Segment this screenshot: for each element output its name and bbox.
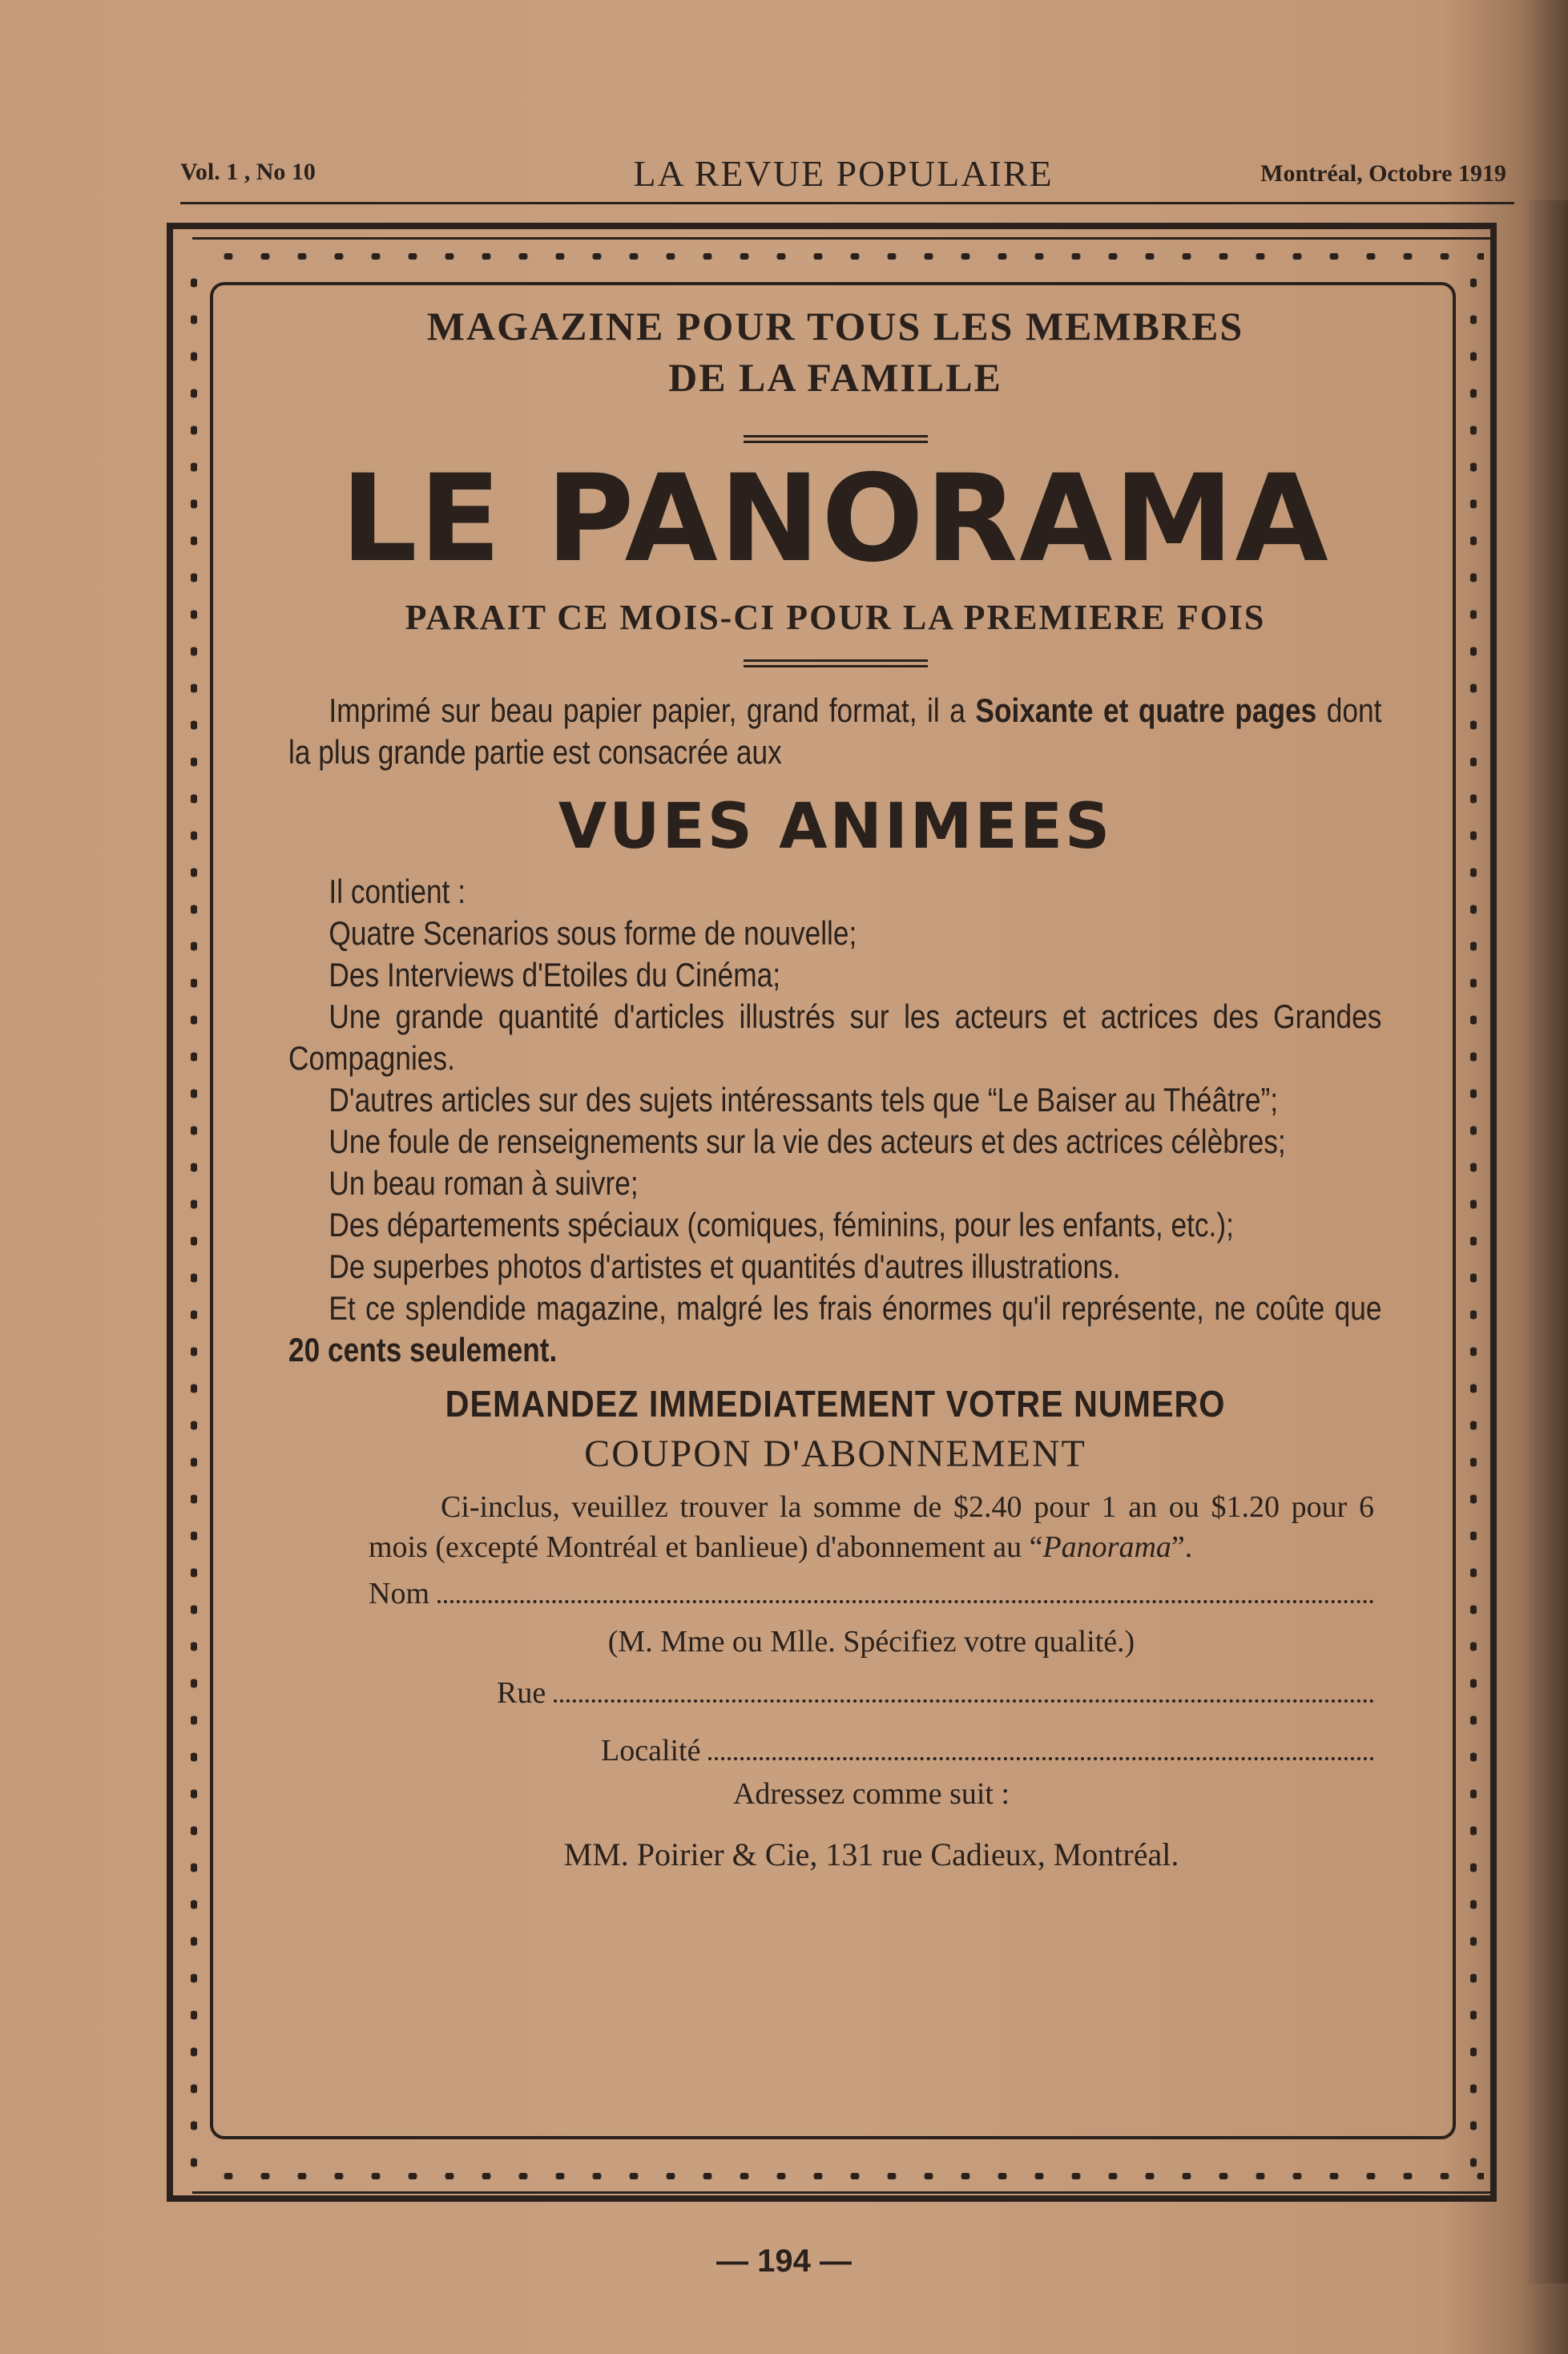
page-edge bbox=[1529, 200, 1568, 2283]
call-to-action: DEMANDEZ IMMEDIATEMENT VOTRE NUMERO bbox=[445, 1383, 1226, 1425]
subscription-coupon bbox=[288, 1487, 1382, 1875]
name-label: Nom bbox=[369, 1577, 429, 1610]
title-note: (M. Mme ou Mlle. Spécifiez votre qualité.) bbox=[607, 1625, 1135, 1659]
list-item: D'autres articles sur des sujets intéressants tels que “Le Baiser au Théâtre”; bbox=[329, 1081, 1279, 1119]
masthead: LE PANORAMA bbox=[341, 449, 1330, 589]
locality-blank[interactable] bbox=[708, 1756, 1374, 1760]
list-item: Quatre Scenarios sous forme de nouvelle; bbox=[329, 914, 857, 952]
tagline-line-2: DE LA FAMILLE bbox=[668, 355, 1002, 400]
intro-text-end: dont la plus grande partie est consacrée aux bbox=[288, 691, 1382, 771]
advertisement bbox=[288, 300, 1382, 1875]
double-rule bbox=[744, 435, 928, 443]
volume-number: Vol. 1 , No 10 bbox=[180, 159, 316, 185]
page-number: — 194 — bbox=[716, 2243, 852, 2279]
ornament-bottom bbox=[210, 2173, 1484, 2179]
ornament-right bbox=[1470, 264, 1477, 2171]
closing-text: Et ce splendide magazine, malgré les frais énormes qu'il représente, ne coûte que bbox=[329, 1289, 1382, 1327]
address-label: Adressez comme suit : bbox=[732, 1777, 1010, 1811]
coupon-text bbox=[369, 1487, 1374, 1567]
coupon-text-body: Ci-inclus, veuillez trouver la somme de $2.40 pour 1 an ou $1.20 pour 6 mois (excepté Montréal et banlieue) d'abonnement au “ bbox=[369, 1490, 1374, 1564]
closing-paragraph bbox=[288, 1288, 1381, 1371]
name-field[interactable] bbox=[369, 1574, 1374, 1614]
tagline bbox=[288, 300, 1382, 403]
journal-title: LA REVUE POPULAIRE bbox=[633, 153, 1054, 194]
ornament-bottom-rule bbox=[192, 2191, 1490, 2194]
coupon-magazine-name: Panorama bbox=[1042, 1530, 1171, 1564]
tagline-line-1: MAGAZINE POUR TOUS LES MEMBRES bbox=[426, 304, 1244, 349]
intro-text: Imprimé sur beau papier papier, grand format, il a bbox=[329, 691, 976, 729]
ornament-top-rule bbox=[192, 237, 1490, 240]
headline-vues-animees: VUES ANIMEES bbox=[558, 791, 1113, 863]
list-item: Un beau roman à suivre; bbox=[329, 1164, 639, 1202]
intro-paragraph bbox=[288, 690, 1381, 773]
header-rule bbox=[180, 202, 1514, 204]
street-field[interactable] bbox=[369, 1673, 1374, 1713]
street-blank[interactable] bbox=[554, 1699, 1374, 1703]
locality-field[interactable] bbox=[369, 1731, 1374, 1771]
coupon-text-end: ”. bbox=[1171, 1530, 1193, 1564]
list-item: Des Interviews d'Etoiles du Cinéma; bbox=[329, 956, 781, 994]
list-item: De superbes photos d'artistes et quantités d'autres illustrations. bbox=[329, 1248, 1121, 1285]
ornament-top bbox=[210, 253, 1484, 260]
locality-label: Localité bbox=[601, 1734, 701, 1768]
list-item: Une grande quantité d'articles illustrés sur les acteurs et actrices des Grandes Compagnies. bbox=[288, 998, 1382, 1077]
intro-bold: Soixante et quatre pages bbox=[975, 691, 1317, 729]
sub-head: PARAIT CE MOIS-CI POUR LA PREMIERE FOIS bbox=[405, 598, 1266, 637]
body-text bbox=[288, 690, 1381, 773]
contents-list bbox=[288, 871, 1381, 1371]
issue-date: Montréal, Octobre 1919 bbox=[1260, 160, 1506, 187]
ornament-left bbox=[191, 264, 197, 2171]
mailing-address: MM. Poirier & Cie, 131 rue Cadieux, Montréal. bbox=[563, 1836, 1179, 1872]
running-head bbox=[180, 152, 1506, 208]
double-rule bbox=[744, 659, 928, 667]
price: 20 cents seulement. bbox=[288, 1331, 558, 1368]
coupon-title: COUPON D'ABONNEMENT bbox=[584, 1433, 1086, 1475]
street-label: Rue bbox=[497, 1676, 546, 1710]
list-item: Des départements spéciaux (comiques, féminins, pour les enfants, etc.); bbox=[329, 1206, 1234, 1244]
name-blank[interactable] bbox=[437, 1599, 1374, 1603]
contents-intro: Il contient : bbox=[329, 873, 466, 910]
list-item: Une foule de renseignements sur la vie des acteurs et des actrices célèbres; bbox=[329, 1123, 1286, 1160]
